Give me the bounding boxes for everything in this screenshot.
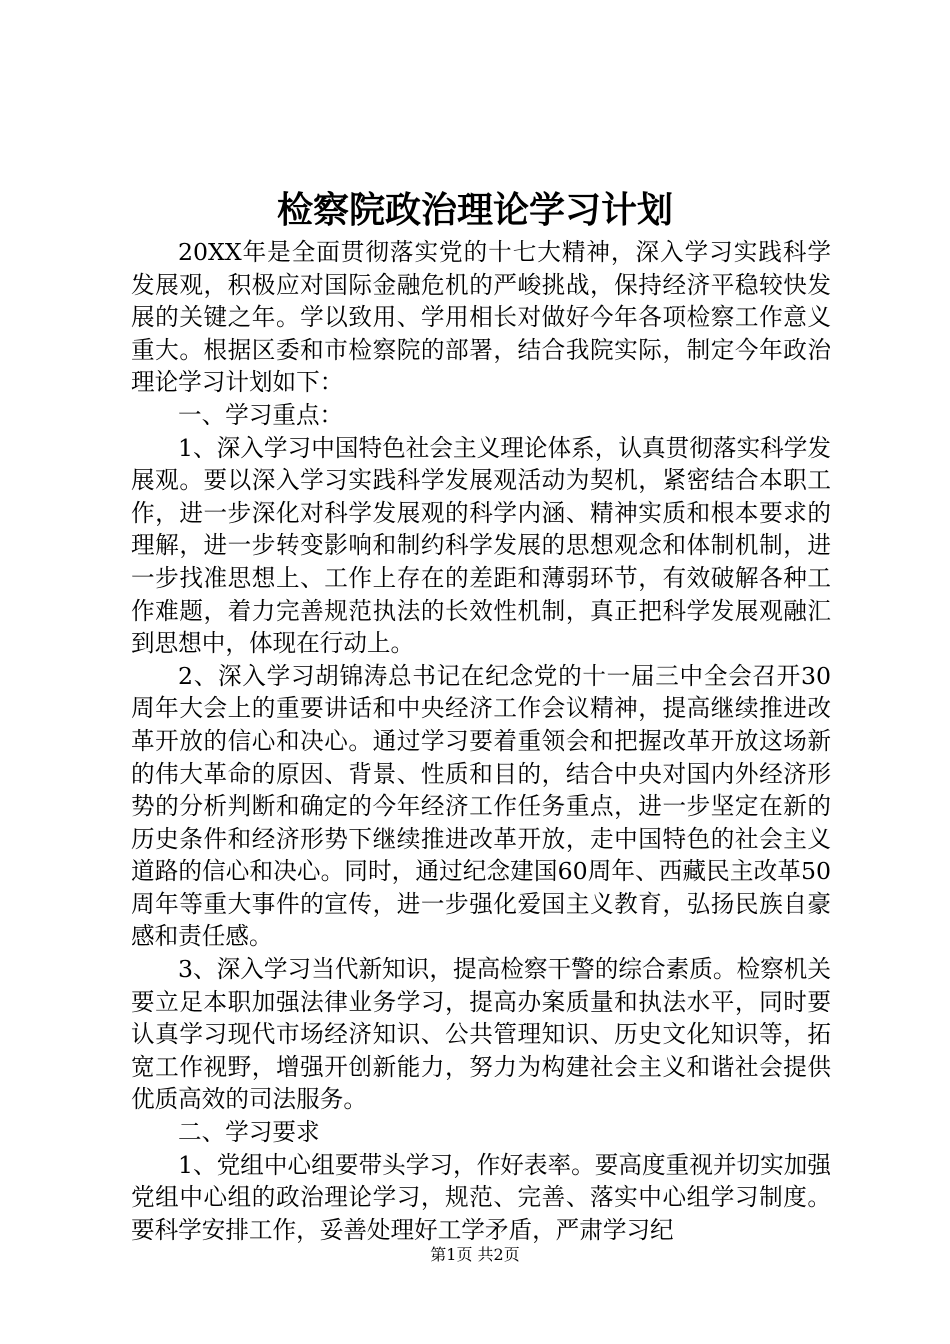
paragraph-focus-1: 1、深入学习中国特色社会主义理论体系，认真贯彻落实科学发展观。要以深入学习实践科学发展观活动为契机，紧密结合本职工作，进一步深化对科学发展观的科学内涵、精神实质和根本要求的理解，进一步转变影响和制约科学发展的思想观念和体制机制，进一步找准思想上、工作上存在的差距和薄弱环节，有效破解各种工作难题，着力完善规范执法的长效性机制，真正把科学发展观融汇到思想中，体现在行动上。 xyxy=(131,433,831,658)
heading-study-requirements: 二、学习要求 xyxy=(178,1118,320,1147)
document-title: 检察院政治理论学习计划 xyxy=(276,189,673,231)
paragraph-focus-3: 3、深入学习当代新知识，提高检察干警的综合素质。检察机关要立足本职加强法律业务学习，提高办案质量和执法水平，同时要认真学习现代市场经济知识、公共管理知识、历史文化知识等，拓宽工作视野，增强开创新能力，努力为构建社会主义和谐社会提供优质高效的司法服务。 xyxy=(131,955,831,1114)
paragraph-requirement-1: 1、党组中心组要带头学习，作好表率。要高度重视并切实加强党组中心组的政治理论学习，规范、完善、落实中心组学习制度。要科学安排工作，妥善处理好工学矛盾，严肃学习纪 xyxy=(131,1150,831,1244)
page-footer: 第1页 共2页 xyxy=(430,1245,520,1264)
heading-study-focus: 一、学习重点： xyxy=(178,400,344,429)
paragraph-intro: 20XX年是全面贯彻落实党的十七大精神，深入学习实践科学发展观，积极应对国际金融危机的严峻挑战，保持经济平稳较快发展的关键之年。学以致用、学用相长对做好今年各项检察工作意义重大。根据区委和市检察院的部署，结合我院实际，制定今年政治理论学习计划如下： xyxy=(131,238,831,397)
document-body xyxy=(131,236,831,1246)
paragraph-focus-2: 2、深入学习胡锦涛总书记在纪念党的十一届三中全会召开30周年大会上的重要讲话和中央经济工作会议精神，提高继续推进改革开放的信心和决心。通过学习要着重领会和把握改革开放这场新的伟大革命的原因、背景、性质和目的，结合中央对国内外经济形势的分析判断和确定的今年经济工作任务重点，进一步坚定在新的历史条件和经济形势下继续推进改革开放，走中国特色的社会主义道路的信心和决心。同时，通过纪念建国60周年、西藏民主改革50周年等重大事件的宣传，进一步强化爱国主义教育，弘扬民族自豪感和责任感。 xyxy=(131,661,831,951)
